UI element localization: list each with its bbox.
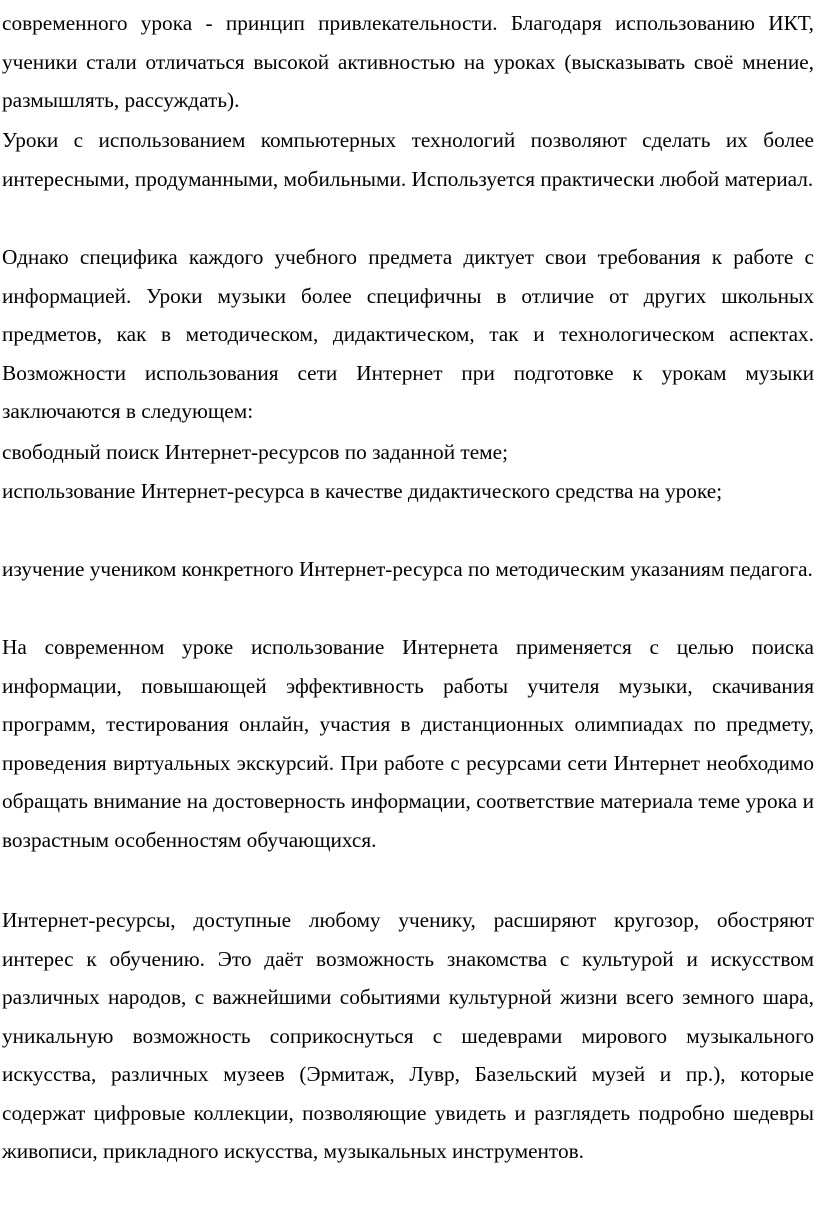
paragraph-ict-attractiveness: современного урока - принцип привлекательности. Благодаря использованию ИКТ, ученики стали отличаться высокой активностью на уроках (высказывать своё мнение, размышлять, рассуждать). bbox=[2, 11, 814, 112]
list-item-didactic-resource: использование Интернет-ресурса в качестве дидактического средства на уроке; bbox=[2, 479, 723, 503]
paragraph-music-specifics: Однако специфика каждого учебного предмета диктует свои требования к работе с информацией. Уроки музыки более специфичны в отличие от других школьных предметов, как в методическом, дидактическом, так и технологическом аспектах. Возможности использования сети Интернет при подготовке к урокам музыки заключаются в следующем: bbox=[2, 245, 814, 423]
paragraph-internet-resources: Интернет-ресурсы, доступные любому ученику, расширяют кругозор, обостряют интерес к обучению. Это даёт возможность знакомства с культурой и искусством различных народов, с важнейшими событиями культурной жизни всего земного шара, уникальную возможность соприкоснуться с шедеврами мирового музыкального искусства, различных музеев (Эрмитаж, Лувр, Базельский музей и пр.), которые содержат цифровые коллекции, позволяющие увидеть и разглядеть подробно шедевры живописи, прикладного искусства, музыкальных инструментов. bbox=[2, 908, 814, 1163]
list-item-free-search: свободный поиск Интернет-ресурсов по заданной теме; bbox=[2, 440, 509, 464]
paragraph-computer-lessons: Уроки с использованием компьютерных технологий позволяют сделать их более интересными, продуманными, мобильными. Используется практически любой материал. bbox=[2, 128, 814, 191]
paragraph-internet-use: На современном уроке использование Интернета применяется с целью поиска информации, повышающей эффективность работы учителя музыки, скачивания программ, тестирования онлайн, участия в дистанционных олимпиадах по предмету, проведения виртуальных экскурсий. При работе с ресурсами сети Интернет необходимо обращать внимание на достоверность информации, соответствие материала теме урока и возрастным особенностям обучающихся. bbox=[2, 635, 814, 852]
list-item-student-study: изучение учеником конкретного Интернет-ресурса по методическим указаниям педагога. bbox=[2, 557, 813, 581]
